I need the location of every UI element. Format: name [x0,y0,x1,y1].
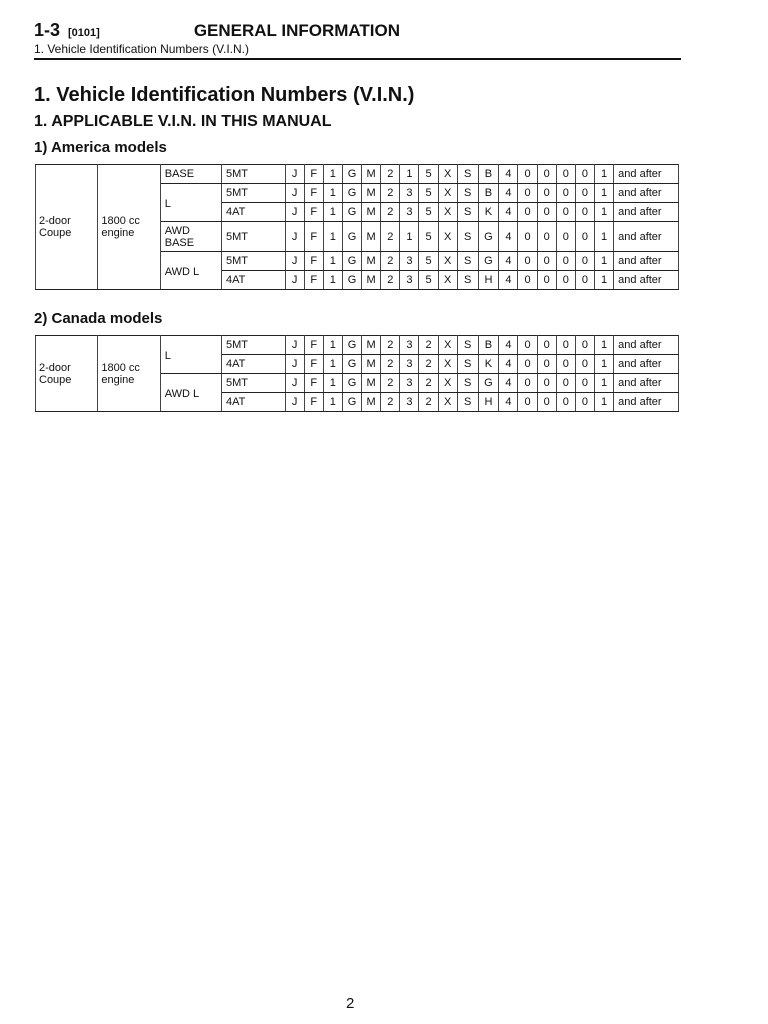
vin-char-cell: X [438,222,457,252]
vin-char-cell: 0 [518,203,537,222]
vin-char-cell: S [457,252,478,271]
vin-char-cell: G [478,222,499,252]
vin-char-cell: M [362,203,381,222]
vin-char-cell: 5 [419,203,438,222]
vin-char-cell: 0 [518,222,537,252]
vin-char-cell: 0 [537,203,556,222]
vin-char-cell: H [478,271,499,290]
canada-heading: 2) Canada models [34,310,163,327]
transmission-cell: 4AT [222,393,285,412]
vin-char-cell: 3 [400,355,419,374]
vin-char-cell: F [304,271,323,290]
vin-char-cell: G [478,374,499,393]
page-number: 2 [346,995,355,1012]
vin-char-cell: 1 [323,252,342,271]
vin-char-cell: 4 [499,393,518,412]
vin-char-cell: J [285,336,304,355]
vin-char-cell: F [304,393,323,412]
vin-char-cell: 1 [323,165,342,184]
vin-char-cell: 2 [381,393,400,412]
vin-char-cell: G [342,165,361,184]
vin-char-cell: J [285,165,304,184]
canada-vin-table [35,335,679,412]
transmission-cell: 4AT [222,271,285,290]
vin-char-cell: 2 [381,374,400,393]
grade-cell: AWD L [160,252,221,290]
vin-char-cell: G [342,374,361,393]
vin-char-cell: 0 [575,271,594,290]
vin-char-cell: 0 [537,336,556,355]
vin-char-cell: 1 [323,203,342,222]
vin-char-cell: 4 [499,374,518,393]
vin-char-cell: X [438,374,457,393]
vin-char-cell: 2 [419,374,438,393]
vin-char-cell: 1 [595,184,614,203]
america-heading: 1) America models [34,139,167,156]
vin-char-cell: 5 [419,222,438,252]
vin-char-cell: M [362,271,381,290]
and-after-cell: and after [614,355,679,374]
vin-char-cell: S [457,336,478,355]
vin-char-cell: 0 [537,355,556,374]
america-vin-table [35,164,679,290]
vin-char-cell: M [362,252,381,271]
vin-char-cell: X [438,203,457,222]
and-after-cell: and after [614,336,679,355]
and-after-cell: and after [614,393,679,412]
vin-char-cell: M [362,355,381,374]
vin-char-cell: M [362,222,381,252]
transmission-cell: 5MT [222,222,285,252]
vin-char-cell: 1 [323,222,342,252]
vin-char-cell: J [285,184,304,203]
vin-char-cell: G [342,393,361,412]
vin-char-cell: 5 [419,271,438,290]
vin-char-cell: K [478,203,499,222]
and-after-cell: and after [614,252,679,271]
vin-char-cell: 3 [400,184,419,203]
engine-cell: 1800 cc engine [98,336,160,412]
transmission-cell: 5MT [222,374,285,393]
subsection-heading: 1. APPLICABLE V.I.N. IN THIS MANUAL [34,113,332,130]
vin-char-cell: 5 [419,184,438,203]
vin-char-cell: 0 [575,355,594,374]
vin-char-cell: S [457,184,478,203]
engine-cell: 1800 cc engine [98,165,160,290]
page-header [34,20,682,56]
vin-char-cell: 2 [419,393,438,412]
vin-char-cell: 0 [518,336,537,355]
vin-char-cell: 2 [381,336,400,355]
vin-char-cell: J [285,393,304,412]
vin-char-cell: J [285,203,304,222]
vin-char-cell: 0 [556,184,575,203]
vin-char-cell: 0 [537,252,556,271]
vin-char-cell: F [304,336,323,355]
vin-char-cell: F [304,203,323,222]
transmission-cell: 5MT [222,165,285,184]
vin-char-cell: 3 [400,252,419,271]
vin-char-cell: 3 [400,203,419,222]
and-after-cell: and after [614,184,679,203]
vin-char-cell: 0 [575,184,594,203]
vin-char-cell: F [304,355,323,374]
vin-char-cell: 1 [595,271,614,290]
vin-char-cell: M [362,336,381,355]
vin-char-cell: 0 [575,203,594,222]
vin-char-cell: 1 [400,222,419,252]
vin-char-cell: 2 [381,252,400,271]
vin-char-cell: 4 [499,222,518,252]
vin-char-cell: S [457,203,478,222]
vin-char-cell: X [438,355,457,374]
vin-char-cell: X [438,336,457,355]
vin-char-cell: J [285,271,304,290]
vin-char-cell: 0 [575,222,594,252]
vin-char-cell: 1 [323,374,342,393]
vin-char-cell: M [362,393,381,412]
transmission-cell: 4AT [222,203,285,222]
vin-char-cell: 2 [381,222,400,252]
vin-char-cell: 2 [419,355,438,374]
vin-char-cell: 4 [499,203,518,222]
vin-char-cell: M [362,184,381,203]
vin-char-cell: X [438,393,457,412]
vin-char-cell: 1 [595,165,614,184]
vin-char-cell: 0 [575,393,594,412]
vin-row [36,336,679,355]
transmission-cell: 5MT [222,336,285,355]
vin-char-cell: 3 [400,336,419,355]
and-after-cell: and after [614,374,679,393]
vin-char-cell: 1 [400,165,419,184]
vin-char-cell: 2 [381,165,400,184]
vin-char-cell: 5 [419,165,438,184]
vin-char-cell: 0 [575,336,594,355]
vin-char-cell: 1 [595,203,614,222]
vin-char-cell: S [457,374,478,393]
and-after-cell: and after [614,222,679,252]
vin-char-cell: 0 [537,165,556,184]
vin-char-cell: 3 [400,374,419,393]
vin-char-cell: F [304,252,323,271]
vin-char-cell: X [438,252,457,271]
vin-char-cell: G [342,252,361,271]
vin-char-cell: 0 [518,184,537,203]
vin-char-cell: G [342,222,361,252]
body-type-cell: 2-door Coupe [36,336,98,412]
vin-char-cell: 1 [323,336,342,355]
body-type-cell: 2-door Coupe [36,165,98,290]
vin-char-cell: 0 [556,355,575,374]
grade-cell: AWD L [160,374,221,412]
vin-char-cell: G [342,184,361,203]
vin-char-cell: 0 [575,252,594,271]
vin-char-cell: J [285,355,304,374]
vin-char-cell: 1 [323,184,342,203]
header-subtitle: 1. Vehicle Identification Numbers (V.I.N.) [34,42,249,56]
vin-char-cell: B [478,336,499,355]
vin-char-cell: 2 [419,336,438,355]
vin-char-cell: 0 [556,203,575,222]
vin-char-cell: 0 [556,222,575,252]
vin-char-cell: 2 [381,271,400,290]
vin-char-cell: S [457,222,478,252]
vin-char-cell: 0 [556,374,575,393]
page-label: 1-3 [34,20,61,40]
vin-char-cell: 5 [419,252,438,271]
vin-char-cell: X [438,184,457,203]
vin-char-cell: 4 [499,184,518,203]
vin-char-cell: 1 [595,393,614,412]
grade-cell: AWD BASE [160,222,221,252]
vin-char-cell: 2 [381,355,400,374]
vin-char-cell: 1 [595,355,614,374]
vin-char-cell: 1 [323,393,342,412]
vin-char-cell: G [342,355,361,374]
vin-char-cell: F [304,184,323,203]
vin-char-cell: 0 [537,374,556,393]
vin-char-cell: F [304,165,323,184]
vin-char-cell: 2 [381,203,400,222]
vin-char-cell: S [457,355,478,374]
vin-char-cell: B [478,184,499,203]
vin-char-cell: 1 [595,374,614,393]
vin-char-cell: X [438,271,457,290]
vin-char-cell: 1 [595,336,614,355]
vin-char-cell: G [342,271,361,290]
header-rule [34,58,681,60]
grade-cell: L [160,336,221,374]
vin-char-cell: H [478,393,499,412]
vin-char-cell: 0 [556,271,575,290]
vin-char-cell: 0 [556,393,575,412]
and-after-cell: and after [614,271,679,290]
vin-char-cell: M [362,374,381,393]
and-after-cell: and after [614,165,679,184]
vin-char-cell: 3 [400,271,419,290]
vin-char-cell: 0 [556,165,575,184]
vin-char-cell: J [285,222,304,252]
vin-char-cell: 4 [499,165,518,184]
vin-char-cell: G [342,336,361,355]
vin-char-cell: 1 [323,271,342,290]
vin-char-cell: 0 [575,165,594,184]
vin-char-cell: 0 [518,355,537,374]
vin-char-cell: 1 [595,252,614,271]
vin-char-cell: 3 [400,393,419,412]
vin-char-cell: 0 [556,252,575,271]
grade-cell: BASE [160,165,221,184]
vin-char-cell: 0 [518,271,537,290]
vin-char-cell: S [457,271,478,290]
vin-char-cell: 0 [518,393,537,412]
vin-char-cell: 0 [518,374,537,393]
vin-char-cell: 4 [499,336,518,355]
vin-char-cell: 0 [575,374,594,393]
vin-char-cell: 0 [518,165,537,184]
vin-char-cell: 4 [499,271,518,290]
vin-char-cell: G [342,203,361,222]
vin-row [36,165,679,184]
chapter-title: GENERAL INFORMATION [193,21,401,40]
vin-char-cell: 0 [537,184,556,203]
vin-char-cell: 0 [518,252,537,271]
vin-char-cell: 4 [499,252,518,271]
transmission-cell: 5MT [222,184,285,203]
vin-char-cell: 4 [499,355,518,374]
vin-char-cell: S [457,165,478,184]
section-code: [0101] [68,27,100,39]
vin-char-cell: S [457,393,478,412]
vin-char-cell: 0 [537,271,556,290]
and-after-cell: and after [614,203,679,222]
vin-char-cell: J [285,252,304,271]
vin-char-cell: 2 [381,184,400,203]
vin-char-cell: F [304,374,323,393]
transmission-cell: 5MT [222,252,285,271]
vin-char-cell: M [362,165,381,184]
grade-cell: L [160,184,221,222]
transmission-cell: 4AT [222,355,285,374]
vin-char-cell: G [478,252,499,271]
vin-char-cell: 1 [595,222,614,252]
vin-char-cell: X [438,165,457,184]
vin-char-cell: F [304,222,323,252]
vin-char-cell: J [285,374,304,393]
vin-char-cell: 1 [323,355,342,374]
vin-char-cell: 0 [537,222,556,252]
vin-char-cell: 0 [556,336,575,355]
vin-char-cell: B [478,165,499,184]
section-heading: 1. Vehicle Identification Numbers (V.I.N.) [34,84,415,106]
vin-char-cell: 0 [537,393,556,412]
vin-char-cell: K [478,355,499,374]
